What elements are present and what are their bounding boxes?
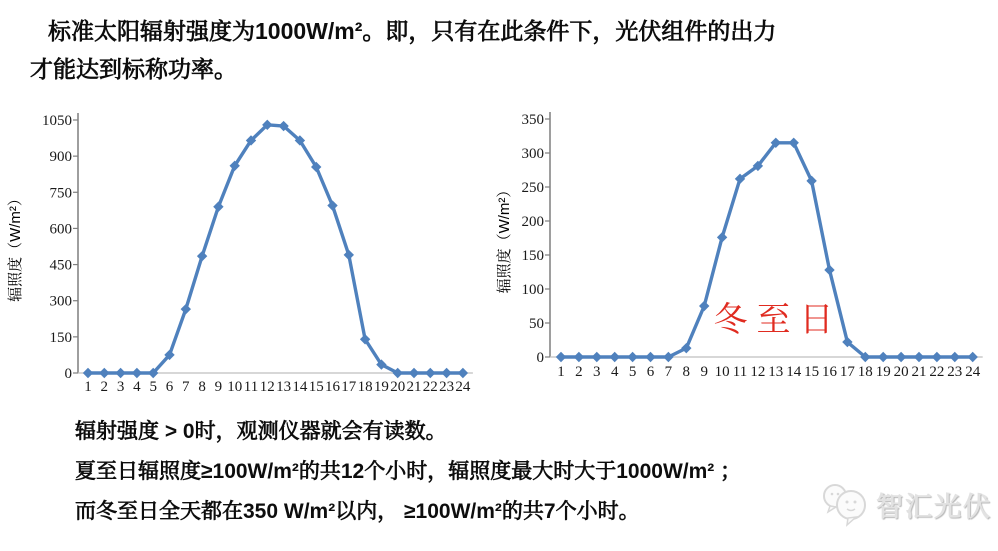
svg-text:750: 750 — [49, 185, 72, 202]
svg-text:9: 9 — [700, 364, 708, 380]
svg-text:5: 5 — [628, 364, 637, 380]
chat-bubbles-logo-icon — [820, 479, 872, 529]
svg-text:23: 23 — [947, 364, 963, 380]
svg-text:19: 19 — [373, 379, 389, 395]
page-title — [0, 12, 980, 88]
svg-text:3: 3 — [116, 379, 125, 395]
svg-text:10: 10 — [714, 364, 730, 380]
summer-solstice-chart — [0, 100, 495, 400]
svg-text:21: 21 — [406, 379, 422, 395]
svg-text:21: 21 — [911, 364, 927, 380]
watermark-text: 智汇光伏 — [876, 491, 992, 522]
title-line-1: 标准太阳辐射强度为1000W/m²。即，只有在此条件下，光伏组件的出力 — [48, 18, 777, 44]
summer-solstice-chart-svg — [0, 100, 495, 400]
title-line-2: 才能达到标称功率。 — [30, 56, 237, 82]
svg-text:300: 300 — [521, 146, 544, 162]
svg-text:5: 5 — [149, 379, 157, 395]
svg-text:辐照度（W/m²）: 辐照度（W/m²） — [7, 191, 24, 302]
svg-text:150: 150 — [521, 248, 544, 264]
svg-text:2: 2 — [100, 379, 109, 395]
svg-text:0: 0 — [536, 350, 544, 366]
svg-text:250: 250 — [521, 180, 544, 196]
svg-text:1: 1 — [84, 379, 92, 395]
svg-text:15: 15 — [308, 379, 324, 395]
svg-text:2: 2 — [575, 364, 583, 380]
svg-text:11: 11 — [732, 364, 748, 380]
svg-text:22: 22 — [422, 379, 438, 395]
svg-text:冬至日: 冬至日 — [713, 302, 843, 339]
svg-text:18: 18 — [857, 364, 873, 380]
svg-text:20: 20 — [390, 379, 406, 395]
svg-text:22: 22 — [929, 364, 945, 380]
svg-text:6: 6 — [165, 379, 174, 395]
svg-text:15: 15 — [804, 364, 820, 380]
svg-text:19: 19 — [875, 364, 891, 380]
winter-solstice-chart — [495, 100, 998, 400]
svg-text:17: 17 — [839, 364, 855, 380]
svg-text:600: 600 — [49, 221, 72, 238]
svg-text:10: 10 — [227, 379, 243, 395]
svg-text:16: 16 — [325, 379, 340, 395]
svg-text:9: 9 — [214, 379, 223, 395]
svg-text:14: 14 — [786, 364, 802, 380]
svg-text:150: 150 — [49, 329, 72, 346]
svg-text:20: 20 — [893, 364, 909, 380]
svg-text:8: 8 — [682, 364, 691, 380]
svg-text:17: 17 — [341, 379, 357, 395]
note-line-3: 而冬至日全天都在350 W/m²以内， ≥100W/m²的共7个小时。 — [75, 500, 640, 523]
watermark — [820, 478, 998, 530]
svg-text:23: 23 — [439, 379, 455, 395]
svg-text:13: 13 — [276, 379, 292, 395]
svg-text:450: 450 — [49, 257, 72, 274]
svg-text:7: 7 — [664, 364, 673, 380]
svg-text:200: 200 — [521, 214, 544, 230]
svg-text:900: 900 — [49, 149, 72, 166]
svg-text:16: 16 — [822, 364, 837, 380]
svg-text:24: 24 — [965, 364, 981, 380]
svg-text:1: 1 — [557, 364, 565, 380]
svg-text:8: 8 — [198, 379, 206, 395]
svg-text:13: 13 — [768, 364, 784, 380]
svg-text:350: 350 — [521, 112, 544, 128]
winter-solstice-chart-svg — [495, 100, 998, 400]
svg-text:7: 7 — [182, 379, 190, 395]
svg-text:100: 100 — [521, 282, 544, 298]
svg-text:12: 12 — [259, 379, 275, 395]
svg-text:3: 3 — [593, 364, 601, 380]
svg-text:14: 14 — [292, 379, 308, 395]
svg-text:300: 300 — [49, 293, 72, 310]
svg-text:24: 24 — [455, 379, 471, 395]
svg-text:18: 18 — [357, 379, 373, 395]
svg-text:6: 6 — [646, 364, 655, 380]
svg-text:4: 4 — [133, 379, 141, 395]
note-line-2: 夏至日辐照度≥100W/m²的共12个小时，辐照度最大时大于1000W/m² ； — [75, 460, 742, 483]
note-line-1: 辐射强度 > 0时，观测仪器就会有读数。 — [75, 420, 447, 443]
svg-text:12: 12 — [750, 364, 766, 380]
svg-text:4: 4 — [610, 364, 619, 380]
svg-text:辐照度（W/m²）: 辐照度（W/m²） — [496, 182, 513, 294]
svg-text:11: 11 — [243, 379, 259, 395]
svg-text:1050: 1050 — [42, 113, 72, 129]
svg-text:0: 0 — [64, 366, 72, 382]
svg-text:50: 50 — [529, 316, 544, 332]
